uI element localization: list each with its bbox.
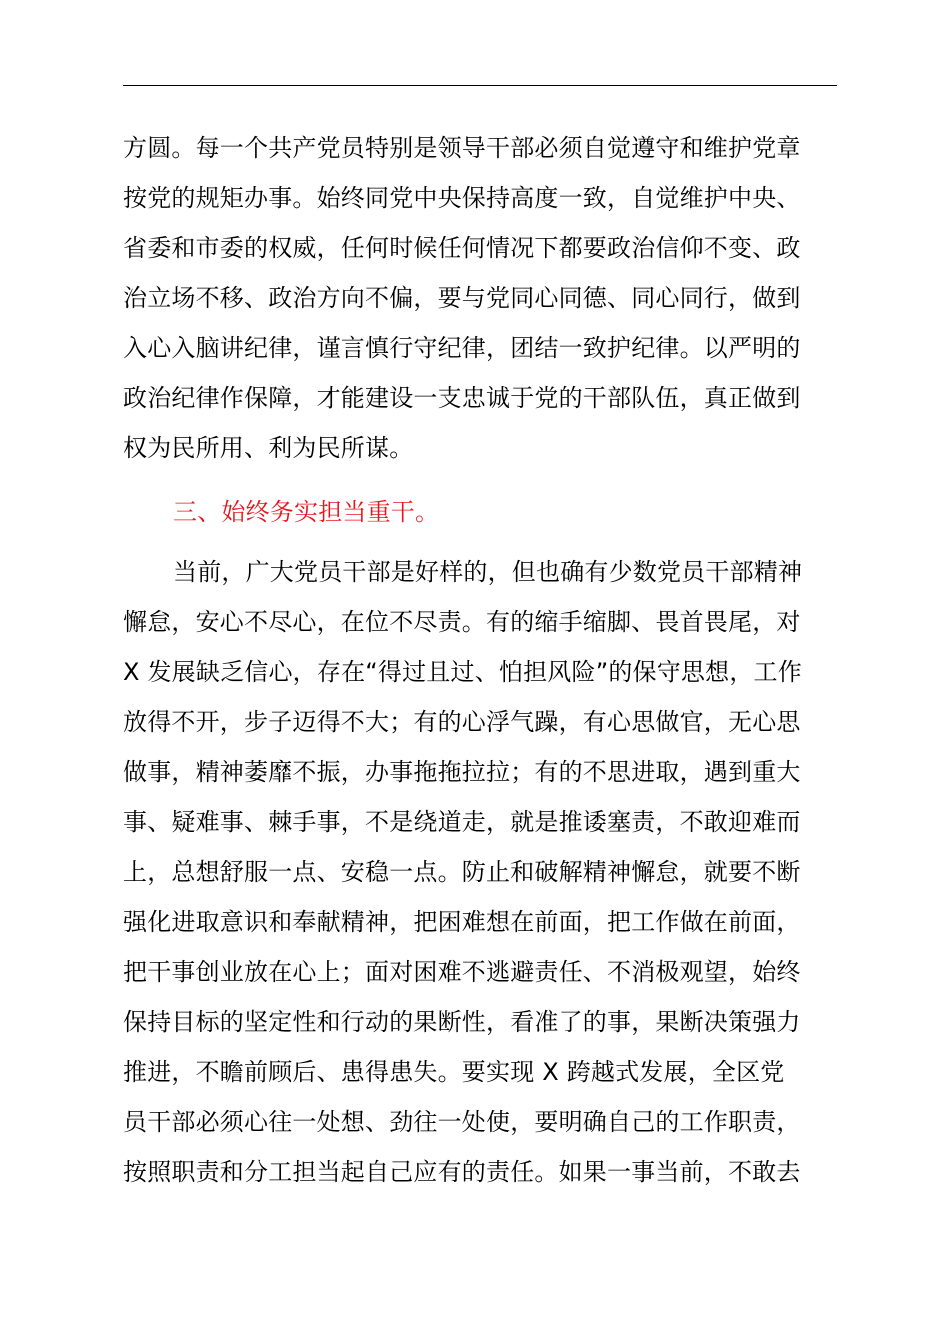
text-line: 强化进取意识和奉献精神，把困难想在前面，把工作做在前面， bbox=[123, 908, 801, 936]
text-line: 按照职责和分工担当起自己应有的责任。如果一事当前，不敢去 bbox=[123, 1158, 801, 1186]
text-line: 当前，广大党员干部是好样的，但也确有少数党员干部精神 bbox=[173, 558, 803, 586]
text-line: 上，总想舒服一点、安稳一点。防止和破解精神懈怠，就要不断 bbox=[123, 858, 801, 886]
text-line: 按党的规矩办事。始终同党中央保持高度一致，自觉维护中央、 bbox=[123, 184, 801, 212]
text-line: 放得不开，步子迈得不大；有的心浮气躁，有心思做官，无心思 bbox=[123, 708, 801, 736]
text-line: X 发展缺乏信心，存在“得过且过、怕担风险”的保守思想，工作 bbox=[123, 658, 802, 686]
text-line: 政治纪律作保障，才能建设一支忠诚于党的干部队伍，真正做到 bbox=[123, 384, 801, 412]
text-line: 事、疑难事、棘手事，不是绕道走，就是推诿塞责，不敢迎难而 bbox=[123, 808, 801, 836]
text-line: 懈怠，安心不尽心，在位不尽责。有的缩手缩脚、畏首畏尾，对 bbox=[123, 608, 801, 636]
text-line: 做事，精神萎靡不振，办事拖拖拉拉；有的不思进取，遇到重大 bbox=[123, 758, 801, 786]
text-line: 把干事创业放在心上；面对困难不逃避责任、不消极观望，始终 bbox=[123, 958, 801, 986]
text-line: 保持目标的坚定性和行动的果断性，看准了的事，果断决策强力 bbox=[123, 1008, 801, 1036]
section-heading: 三、始终务实担当重干。 bbox=[173, 498, 440, 526]
header-rule bbox=[123, 85, 837, 86]
text-line: 省委和市委的权威，任何时候任何情况下都要政治信仰不变、政 bbox=[123, 234, 801, 262]
text-line: 权为民所用、利为民所谋。 bbox=[123, 434, 414, 462]
text-line: 治立场不移、政治方向不偏，要与党同心同德、同心同行，做到 bbox=[123, 284, 801, 312]
text-line: 入心入脑讲纪律，谨言慎行守纪律，团结一致护纪律。以严明的 bbox=[123, 334, 801, 362]
text-line: 员干部必须心往一处想、劲往一处使，要明确自己的工作职责， bbox=[123, 1108, 801, 1136]
text-line: 推进，不瞻前顾后、患得患失。要实现 X 跨越式发展，全区党 bbox=[123, 1058, 785, 1086]
text-line: 方圆。每一个共产党员特别是领导干部必须自觉遵守和维护党章 bbox=[123, 134, 801, 162]
